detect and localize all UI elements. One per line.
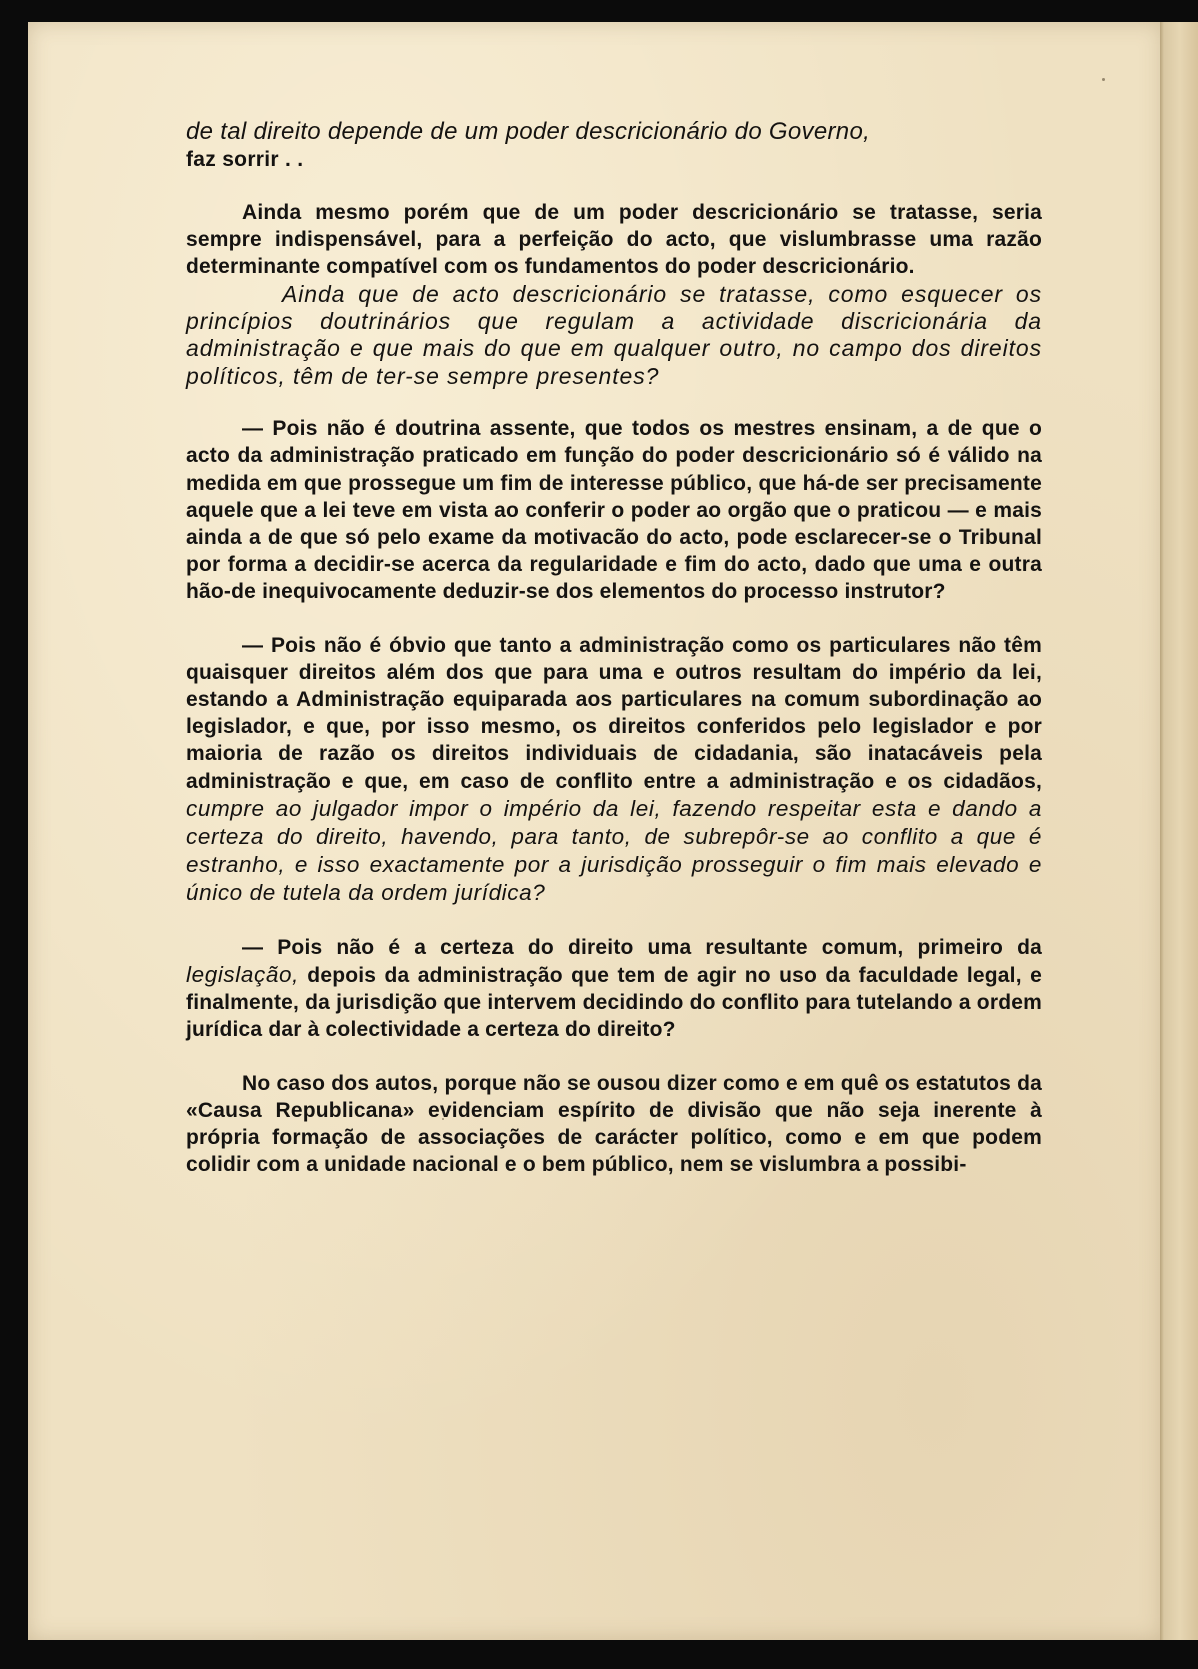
next-page-edge <box>1160 22 1198 1640</box>
paragraph-5 <box>186 934 1042 1044</box>
lead-tail: faz sorrir . . <box>186 148 304 171</box>
lead-italic: de tal direito depende de um poder descricionário do Governo, <box>186 118 871 145</box>
paragraph-4-text: — Pois não é óbvio que tanto a administração como os particulares não têm quaisquer direitos além dos que para uma e outros resultam do império da lei, estando a Administração equiparada aos particulares na comum subordinação ao legislador, e que, por isso mesmo, os direitos conferidos pelo legislador e por maioria de razão os direitos individuais de cidadania, são inatacáveis pela administração e que, em caso de conflito entre a administração e os cidadãos, <box>186 633 1042 793</box>
paragraph-6: No caso dos autos, porque não se ousou dizer como e em quê os estatutos da «Causa Republicana» evidenciam espírito de divisão que não seja inerente à própria formação de associações de carácter político, como e em que podem colidir com a unidade nacional e o bem público, nem se vislumbra a possibi- <box>186 1071 1042 1177</box>
lead-line <box>186 118 1042 173</box>
paragraph-5-italic: legislação, <box>186 961 299 987</box>
paragraph-4 <box>186 632 1042 908</box>
paragraph-5-before: — Pois não é a certeza do direito uma resultante comum, primeiro da <box>242 935 1042 959</box>
paper-speck <box>1102 78 1105 81</box>
paragraph-3: — Pois não é doutrina assente, que todos os mestres ensinam, a de que o acto da administração praticado em função do poder descricionário só é válido na medida em que prossegue um fim de interesse público, que há-de ser precisamente aquele que a lei teve em vista ao conferir o poder ao orgão que o praticou — e mais ainda a de que só pelo exame da motivacão do acto, pode esclarecer-se o Tribunal por forma a decidir-se acerca da regularidade e fim do acto, dado que uma e outra hão-de inequivocamente deduzir-se dos elementos do processo instrutor? <box>186 417 1042 604</box>
paragraph-1: Ainda mesmo porém que de um poder descricionário se tratasse, seria sempre indispensável, para a perfeição do acto, que vislumbrasse uma razão determinante compatível com os fundamentos do poder descricionário. <box>186 201 1042 279</box>
paragraph-4-italic: cumpre ao julgador impor o império da lei, fazendo respeitar esta e dando a certeza do direito, havendo, para tanto, de subrepôr-se ao conflito a que é estranho, e isso exactamente por a jurisdição prosseguir o fim mais elevado e único de tutela da ordem jurídica? <box>186 795 1042 906</box>
document-body <box>186 118 1042 1178</box>
paragraph-2-italic: Ainda que de acto descricionário se tratasse, como esquecer os princípios doutrinários que regulam a actividade discricionária da administração e que mais do que em qualquer outro, no campo dos direitos políticos, têm de ter-se sempre presentes? <box>186 280 1042 389</box>
paragraph-5-after: depois da administração que tem de agir no uso da faculdade legal, e finalmente, da jurisdição que intervem decidindo do conflito para tutelando a ordem jurídica dar à colectividade a certeza do direito? <box>186 963 1042 1042</box>
